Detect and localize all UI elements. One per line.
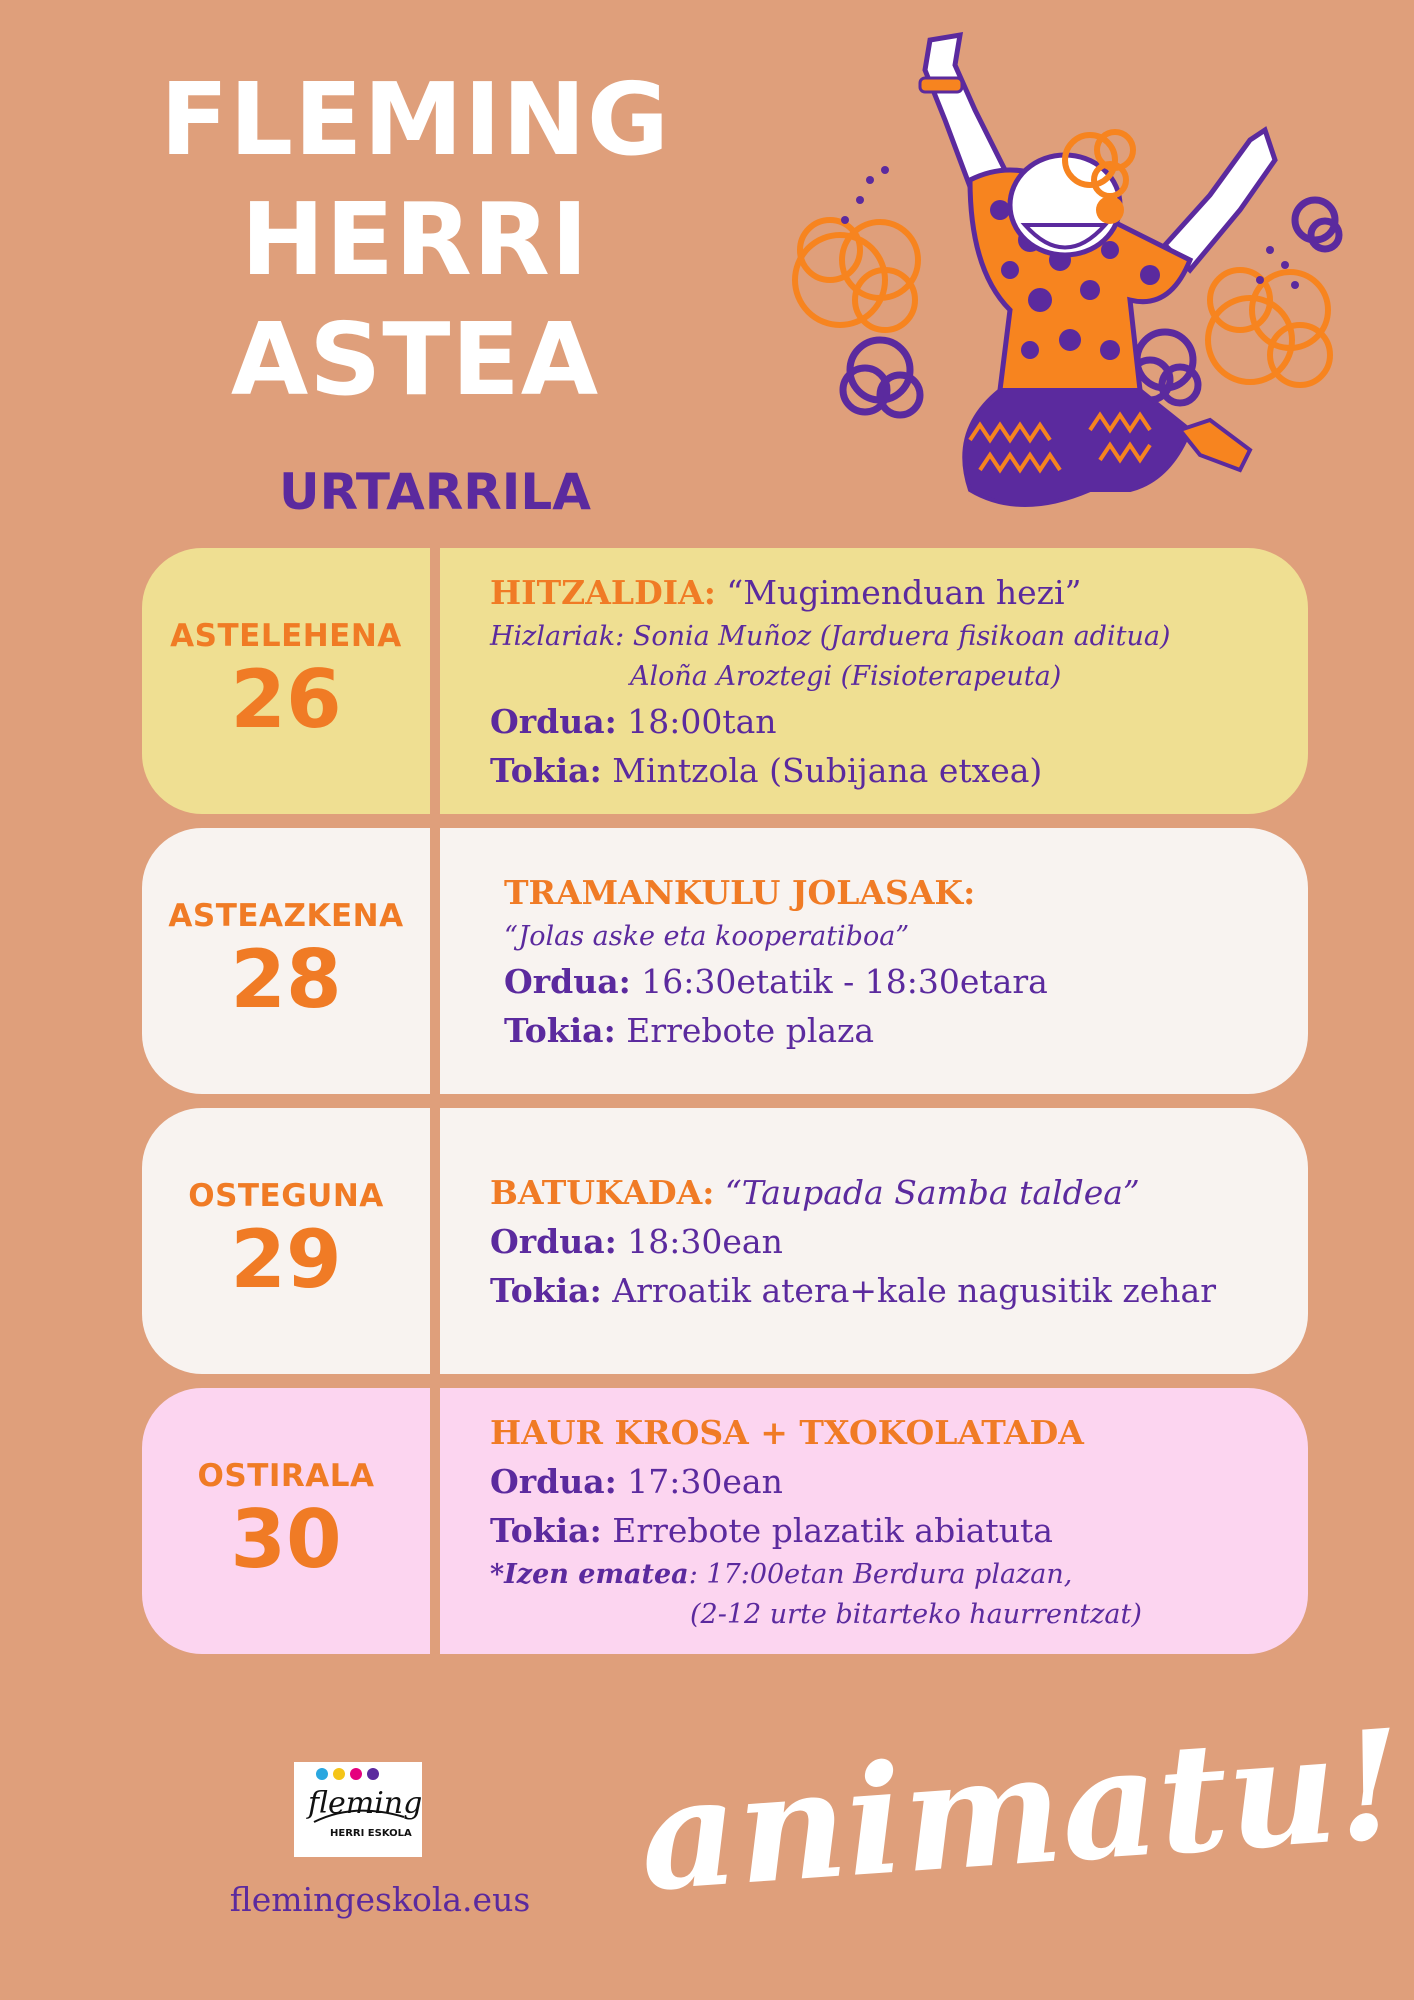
animatu-slogan [634, 1690, 1409, 1926]
day-box-monday [142, 548, 430, 814]
event-row-monday [142, 548, 1308, 814]
time-line [504, 957, 1268, 1006]
event-title-line [490, 1408, 1268, 1457]
day-number: 26 [230, 653, 342, 746]
day-number: 30 [230, 1493, 342, 1586]
jumping-person-illustration [770, 10, 1370, 570]
title-line-1: FLEMING [160, 61, 670, 178]
day-number: 28 [230, 933, 342, 1026]
day-box-friday [142, 1388, 430, 1654]
note-line [490, 1555, 1268, 1595]
place-line [490, 746, 1268, 795]
time-label: Ordua: [490, 701, 617, 741]
time-label: Ordua: [504, 961, 631, 1001]
time-value: 17:30ean [627, 1461, 783, 1501]
event-info-wednesday [440, 828, 1308, 1094]
time-value: 18:00tan [627, 701, 777, 741]
event-title-extra: “Taupada Samba taldea” [724, 1172, 1140, 1212]
place-value: Arroatik atera+kale nagusitik zehar [612, 1270, 1216, 1310]
event-title-line [504, 868, 1268, 917]
website-link[interactable]: flemingeskola.eus [229, 1880, 531, 1919]
event-subtitle: “Jolas aske eta kooperatiboa” [504, 920, 910, 952]
speaker-2: Aloña Aroztegi (Fisioterapeuta) [630, 660, 1062, 692]
time-label: Ordua: [490, 1221, 617, 1261]
note-value: : 17:00etan Berdura plazan, [688, 1558, 1073, 1590]
event-title: HITZALDIA: [490, 572, 716, 612]
event-info-friday [440, 1388, 1308, 1654]
day-name: OSTEGUNA [188, 1178, 384, 1214]
place-value: Errebote plazatik abiatuta [612, 1510, 1053, 1550]
time-label: Ordua: [490, 1461, 617, 1501]
place-value: Errebote plaza [626, 1010, 875, 1050]
legs [964, 390, 1190, 505]
orange-scribble-left [795, 220, 918, 330]
purple-scribble-left [843, 340, 920, 415]
event-info-thursday [440, 1108, 1308, 1374]
title-line-3: ASTEA [230, 301, 600, 418]
day-number: 29 [230, 1213, 342, 1306]
fleming-logo-icon [294, 1762, 422, 1857]
day-name: OSTIRALA [197, 1458, 375, 1494]
place-line [490, 1506, 1268, 1555]
place-label: Tokia: [490, 1270, 602, 1310]
day-box-wednesday [142, 828, 430, 1094]
note-label: *Izen ematea [490, 1558, 689, 1590]
event-title-extra: “Mugimenduan hezi” [726, 572, 1082, 612]
speakers-label: Hizlariak: [490, 620, 625, 652]
month-label: URTARRILA [279, 463, 591, 521]
orange-scribble-right [1208, 270, 1330, 385]
event-title: BATUKADA: [490, 1172, 715, 1212]
place-label: Tokia: [490, 750, 602, 790]
event-title-line [490, 568, 1268, 617]
time-line [490, 1457, 1268, 1506]
speakers-line [490, 617, 1268, 657]
speaker-1: Sonia Muñoz (Jarduera fisikoan aditua) [632, 620, 1171, 652]
logo-subtext: HERRI ESKOLA [330, 1828, 412, 1839]
time-value: 16:30etatik - 18:30etara [641, 961, 1048, 1001]
event-title-line [490, 1168, 1268, 1217]
shoe [1180, 420, 1250, 470]
right-arm [1165, 130, 1275, 270]
slogan-text: animatu! [634, 1696, 1409, 1926]
event-info-monday [440, 548, 1308, 814]
title-line-2: HERRI [240, 181, 590, 298]
place-line [490, 1266, 1268, 1315]
page-title [100, 60, 730, 420]
day-box-thursday [142, 1108, 430, 1374]
place-value: Mintzola (Subijana etxea) [612, 750, 1043, 790]
logo-text: fleming [308, 1786, 423, 1821]
time-line [490, 697, 1268, 746]
place-label: Tokia: [504, 1010, 616, 1050]
event-title: TRAMANKULU JOLASAK: [504, 872, 976, 912]
event-row-wednesday [142, 828, 1308, 1094]
note-line-2: (2-12 urte bitarteko haurrentzat) [690, 1598, 1142, 1630]
event-title: HAUR KROSA + TXOKOLATADA [490, 1412, 1084, 1452]
day-name: ASTEAZKENA [168, 898, 404, 934]
event-row-thursday [142, 1108, 1308, 1374]
place-label: Tokia: [490, 1510, 602, 1550]
time-value: 18:30ean [627, 1221, 783, 1261]
day-name: ASTELEHENA [170, 618, 402, 654]
time-line [490, 1217, 1268, 1266]
place-line [504, 1006, 1268, 1055]
event-row-friday [142, 1388, 1308, 1654]
